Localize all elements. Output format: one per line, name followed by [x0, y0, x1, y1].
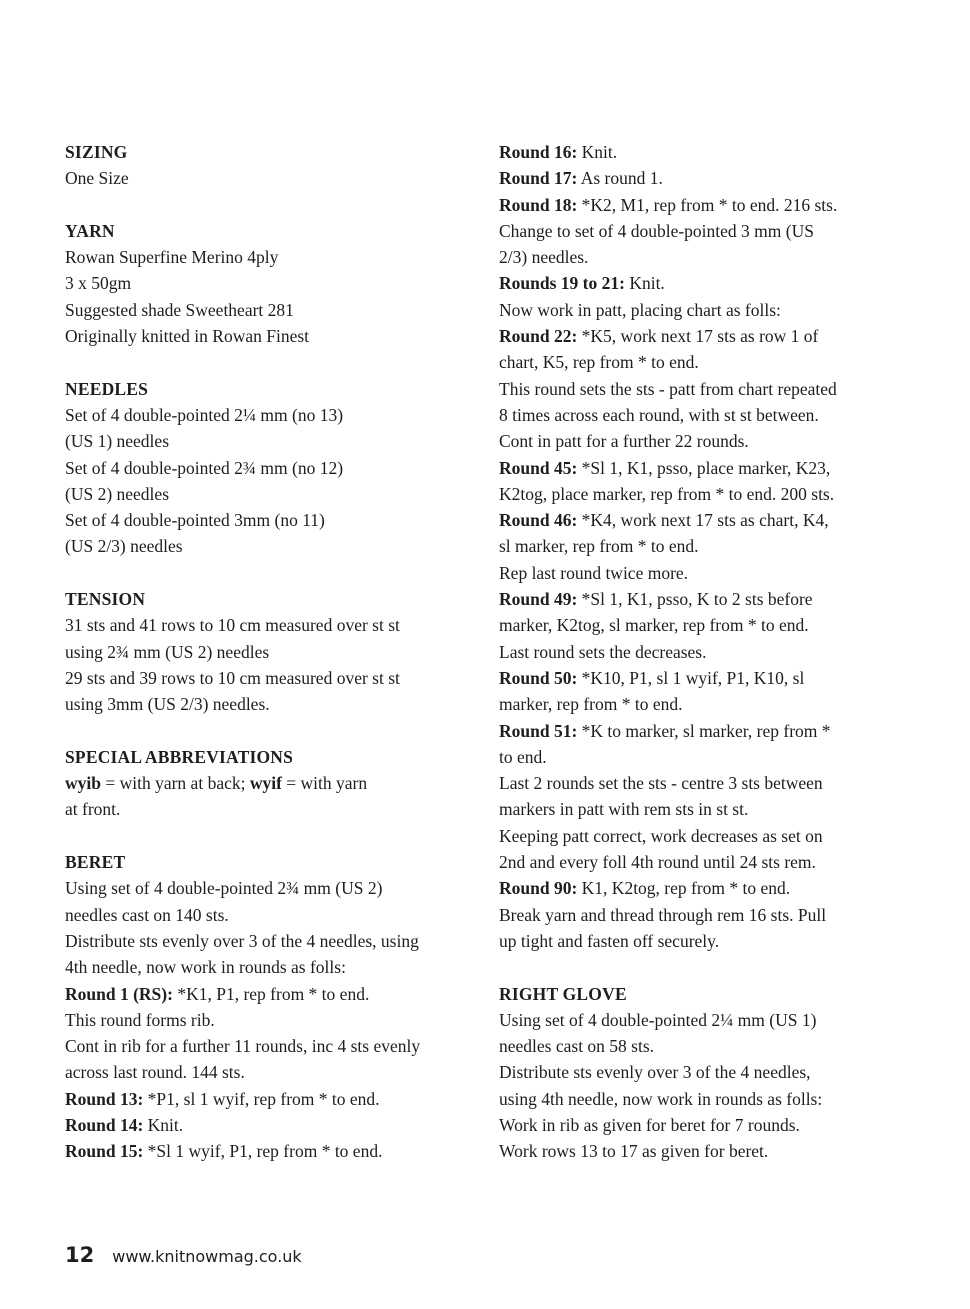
text-line — [65, 270, 465, 296]
text-line — [499, 928, 899, 954]
line-text: marker, rep from * to end. — [499, 694, 683, 715]
line-text: (US 2) needles — [65, 483, 170, 504]
bold-label: Round 90: — [499, 878, 578, 899]
line-text: marker, K2tog, sl marker, rep from * to end. — [499, 615, 809, 636]
bold-label: Round 1 (RS): — [65, 983, 173, 1004]
line-text: 2nd and every foll 4th round until 24 sts rem. — [499, 852, 816, 873]
line-text: Knit. — [143, 1114, 184, 1135]
line-text: Last round sets the decreases. — [499, 641, 707, 662]
bold-label: wyib — [65, 773, 101, 794]
bold-label: Round 17: — [499, 168, 578, 189]
text-line — [499, 192, 899, 218]
text-line — [499, 349, 899, 375]
line-text: using 2¾ mm (US 2) needles — [65, 641, 270, 662]
page-footer — [65, 1243, 302, 1273]
text-line — [499, 586, 899, 612]
line-text: chart, K5, rep from * to end. — [499, 352, 699, 373]
text-line — [65, 875, 465, 901]
line-text: *Sl 1, K1, psso, K to 2 sts before — [577, 589, 813, 610]
text-line — [499, 428, 899, 454]
text-line — [499, 1007, 899, 1033]
line-text: Suggested shade Sweetheart 281 — [65, 299, 294, 320]
line-text: 29 sts and 39 rows to 10 cm measured over st st — [65, 667, 400, 688]
text-line — [499, 796, 899, 822]
text-line — [65, 428, 465, 454]
text-line — [499, 902, 899, 928]
section-spacer — [499, 954, 899, 980]
line-text: = with yarn — [281, 773, 368, 794]
line-text: Work in rib as given for beret for 7 rounds. — [499, 1114, 800, 1135]
line-text: 2/3) needles. — [499, 247, 589, 268]
text-line — [499, 718, 899, 744]
text-line — [65, 770, 465, 796]
line-text: One Size — [65, 168, 129, 189]
line-text: Rep last round twice more. — [499, 562, 689, 583]
line-text: Knit. — [577, 142, 618, 162]
text-line — [65, 639, 465, 665]
text-line — [499, 139, 899, 165]
line-text: Work rows 13 to 17 as given for beret. — [499, 1141, 769, 1162]
line-text: *K4, work next 17 sts as chart, K4, — [577, 510, 829, 531]
text-line — [499, 744, 899, 770]
text-line — [65, 1138, 465, 1164]
text-line — [499, 533, 899, 559]
right-column — [499, 139, 899, 1165]
line-text: Keeping patt correct, work decreases as set on — [499, 825, 823, 846]
text-line — [65, 244, 465, 270]
text-line — [65, 481, 465, 507]
bold-label: Round 49: — [499, 589, 578, 610]
text-line — [65, 954, 465, 980]
bold-label: Round 46: — [499, 510, 578, 531]
bold-label: Round 15: — [65, 1141, 144, 1162]
text-line — [65, 612, 465, 638]
line-text: up tight and fasten off securely. — [499, 930, 720, 951]
line-text: Knit. — [624, 273, 665, 294]
section-spacer — [65, 349, 465, 375]
bold-label: Round 13: — [65, 1088, 144, 1109]
text-line — [65, 902, 465, 928]
text-line — [499, 244, 899, 270]
page-number: 12 — [65, 1243, 95, 1267]
line-text: *K1, P1, rep from * to end. — [172, 983, 370, 1004]
line-text: Set of 4 double-pointed 2¼ mm (no 13) — [65, 404, 344, 425]
line-text: Now work in patt, placing chart as folls: — [499, 299, 781, 320]
line-text: *K5, work next 17 sts as row 1 of — [577, 326, 819, 347]
bold-label: Round 16: — [499, 142, 578, 162]
text-line — [65, 455, 465, 481]
line-text: K1, K2tog, rep from * to end. — [577, 878, 791, 899]
text-line — [499, 1086, 899, 1112]
line-text: 31 sts and 41 rows to 10 cm measured over st st — [65, 615, 400, 636]
line-text: Set of 4 double-pointed 3mm (no 11) — [65, 510, 325, 531]
line-text: Originally knitted in Rowan Finest — [65, 326, 310, 347]
section-spacer — [65, 823, 465, 849]
text-line — [499, 270, 899, 296]
line-text: Using set of 4 double-pointed 2¼ mm (US 1) — [499, 1009, 817, 1030]
line-text: *P1, sl 1 wyif, rep from * to end. — [143, 1088, 380, 1109]
text-line — [499, 770, 899, 796]
section-spacer — [65, 560, 465, 586]
line-text: at front. — [65, 799, 121, 820]
text-line — [499, 402, 899, 428]
line-text: Rowan Superfine Merino 4ply — [65, 247, 279, 268]
line-text: (US 1) needles — [65, 431, 170, 452]
line-text: needles cast on 140 sts. — [65, 904, 229, 925]
text-line — [65, 981, 465, 1007]
section-heading: RIGHT GLOVE — [499, 983, 627, 1004]
bold-label: Round 22: — [499, 326, 578, 347]
text-line — [499, 1112, 899, 1138]
line-text: *K to marker, sl marker, rep from * — [577, 720, 831, 741]
line-text: across last round. 144 sts. — [65, 1062, 245, 1083]
line-text: sl marker, rep from * to end. — [499, 536, 699, 557]
section-heading: SIZING — [65, 142, 128, 162]
line-text: needles cast on 58 sts. — [499, 1036, 655, 1057]
text-line — [499, 823, 899, 849]
section-heading: SPECIAL ABBREVIATIONS — [65, 746, 294, 767]
text-line — [65, 1059, 465, 1085]
text-line — [65, 928, 465, 954]
line-text: to end. — [499, 746, 547, 767]
text-line — [499, 218, 899, 244]
line-text: Last 2 rounds set the sts - centre 3 sts between — [499, 773, 823, 794]
section-heading: BERET — [65, 852, 126, 873]
text-line — [65, 1007, 465, 1033]
line-text: Break yarn and thread through rem 16 sts. Pull — [499, 904, 827, 925]
website-url: www.knitnowmag.co.uk — [112, 1247, 302, 1266]
text-line — [65, 1112, 465, 1138]
bold-label: Round 45: — [499, 457, 578, 478]
bold-label: Rounds 19 to 21: — [499, 273, 625, 294]
text-line — [499, 612, 899, 638]
text-line — [65, 165, 465, 191]
section-heading: NEEDLES — [65, 378, 149, 399]
text-line — [499, 875, 899, 901]
line-text: This round forms rib. — [65, 1009, 215, 1030]
bold-label: Round 18: — [499, 194, 578, 215]
text-line — [65, 507, 465, 533]
section-spacer — [65, 192, 465, 218]
text-line — [499, 165, 899, 191]
line-text: (US 2/3) needles — [65, 536, 183, 557]
line-text: using 3mm (US 2/3) needles. — [65, 694, 270, 715]
text-line — [65, 323, 465, 349]
text-line — [65, 533, 465, 559]
section-spacer — [65, 718, 465, 744]
line-text: This round sets the sts - patt from chart repeated — [499, 378, 837, 399]
text-line — [65, 1086, 465, 1112]
text-line — [65, 796, 465, 822]
text-line — [499, 507, 899, 533]
text-line — [499, 691, 899, 717]
line-text: *K2, M1, rep from * to end. 216 sts. — [577, 194, 838, 215]
line-text: K2tog, place marker, rep from * to end. 200 sts. — [499, 483, 835, 504]
left-column — [65, 139, 465, 1165]
text-line — [65, 402, 465, 428]
bold-label: Round 14: — [65, 1114, 144, 1135]
line-text: *Sl 1 wyif, P1, rep from * to end. — [143, 1141, 383, 1162]
text-line — [499, 1059, 899, 1085]
line-text: Cont in rib for a further 11 rounds, inc 4 sts evenly — [65, 1036, 421, 1057]
text-line — [499, 481, 899, 507]
text-line — [499, 639, 899, 665]
section-heading: YARN — [65, 220, 115, 241]
line-text: Distribute sts evenly over 3 of the 4 needles, using — [65, 930, 419, 951]
line-text: 3 x 50gm — [65, 273, 132, 294]
line-text: As round 1. — [577, 168, 663, 189]
text-line — [65, 1033, 465, 1059]
line-text: Cont in patt for a further 22 rounds. — [499, 431, 749, 452]
bold-label: Round 50: — [499, 667, 578, 688]
line-text: 8 times across each round, with st st between. — [499, 404, 819, 425]
text-line — [499, 1033, 899, 1059]
section-heading: TENSION — [65, 589, 146, 610]
line-text: using 4th needle, now work in rounds as folls: — [499, 1088, 823, 1109]
line-text: Set of 4 double-pointed 2¾ mm (no 12) — [65, 457, 344, 478]
text-line — [499, 665, 899, 691]
bold-label: Round 51: — [499, 720, 578, 741]
text-line — [499, 560, 899, 586]
text-line — [65, 691, 465, 717]
text-line — [65, 665, 465, 691]
line-text: *K10, P1, sl 1 wyif, P1, K10, sl — [577, 667, 805, 688]
text-line — [499, 849, 899, 875]
text-line — [499, 455, 899, 481]
text-line — [499, 1138, 899, 1164]
bold-label: wyif — [249, 773, 282, 794]
line-text: = with yarn at back; — [100, 773, 250, 794]
line-text: *Sl 1, K1, psso, place marker, K23, — [577, 457, 831, 478]
text-line — [65, 297, 465, 323]
line-text: Using set of 4 double-pointed 2¾ mm (US 2) — [65, 878, 383, 899]
line-text: markers in patt with rem sts in st st. — [499, 799, 749, 820]
line-text: 4th needle, now work in rounds as folls: — [65, 957, 346, 978]
line-text: Change to set of 4 double-pointed 3 mm (US — [499, 220, 814, 241]
line-text: Distribute sts evenly over 3 of the 4 needles, — [499, 1062, 811, 1083]
text-line — [499, 297, 899, 323]
text-line — [499, 323, 899, 349]
text-line — [499, 376, 899, 402]
